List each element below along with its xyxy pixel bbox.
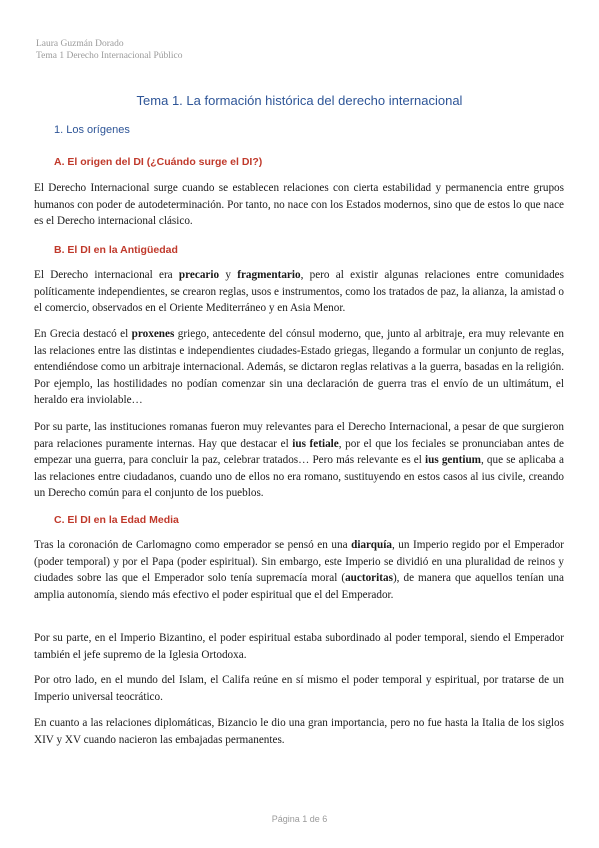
page-title: Tema 1. La formación histórica del derecho internacional (136, 93, 463, 108)
subheading-a: A. El origen del DI (¿Cuándo surge el DI?) (54, 156, 263, 168)
paragraph-b1: El Derecho internacional era precario y fragmentario, pero al existir algunas relaciones entre comunidades políticamente independientes, se crearon reglas, usos e instrumentos, como los tratados de paz, la alianza, la amistad o el comercio, observados en el Oriente Mediterráneo y en Asia Menor. (34, 269, 565, 314)
paragraph-c3: Por otro lado, en el mundo del Islam, el Califa reúne en sí mismo el poder temporal y espiritual, por tratarse de un Imperio universal teocrático. (34, 674, 564, 703)
subheading-c: C. El DI en la Edad Media (54, 514, 179, 526)
paragraph-c4: En cuanto a las relaciones diplomáticas, Bizancio le dio una gran importancia, pero no fue hasta la Italia de los siglos XIV y XV cuando nacieron las embajadas permanentes. (34, 717, 564, 746)
paragraph-b3: Por su parte, las instituciones romanas fueron muy relevantes para el Derecho Internacional, a pesar de que surgieron para relaciones puramente internas. Hay que destacar el ius fetiale, por el que los feciales se pronunciaban antes de empezar una guerra, para concluir la paz, celebrar tratados… Pero más relevante es el ius gentium, que se aplicaba a las relaciones entre ciudadanos, cuando uno de ellos no era romano, sustituyendo en estos casos al ius civile, creando un Derecho común para el conjunto de los pueblos. (34, 421, 565, 499)
page-number: Página 1 de 6 (271, 814, 328, 824)
paragraph-a1: El Derecho Internacional surge cuando se establecen relaciones con cierta estabilidad y permanencia entre grupos humanos con poder de autodeterminación. Por tanto, no nace con los Estados modernos, sino que de estos lo que nace es el Derecho internacional clásico. (34, 182, 564, 227)
paragraph-b2: En Grecia destacó el proxenes griego, antecedente del cónsul moderno, que, junto al arbitraje, era muy relevante en las relaciones entre las distintas e independientes ciudades-Estado griegas, llegando a formular un conjunto de reglas, entendiéndose como un arbitraje internacional. Además, se dictaron reglas relativas a la guerra, basadas en la religión. Por ejemplo, las hostilidades no podían comenzar sin una declaración de guerra tras el envío de un ultimátum, el heraldo era inviolable… (34, 328, 565, 406)
paragraph-c2: Por su parte, en el Imperio Bizantino, el poder espiritual estaba subordinado al poder temporal, siendo el Emperador también el jefe supremo de la Iglesia Ortodoxa. (34, 632, 564, 661)
paragraph-c1: Tras la coronación de Carlomagno como emperador se pensó en una diarquía, un Imperio regido por el Emperador (poder temporal) y por el Papa (poder espiritual). Sin embargo, este Imperio se dividió en una pluralidad de reinos y ciudades sobre las que el Emperador solo tenía supremacía moral (auctoritas), de manera que aquellos tenían una amplia autonomía, siendo más efectivo el poder espiritual que el del Emperador. (34, 539, 564, 601)
subheading-b: B. El DI en la Antigüedad (54, 244, 178, 256)
section-heading-origenes: 1. Los orígenes (54, 124, 130, 136)
header-author: Laura Guzmán Dorado (36, 39, 124, 49)
header-course: Tema 1 Derecho Internacional Público (36, 51, 183, 61)
